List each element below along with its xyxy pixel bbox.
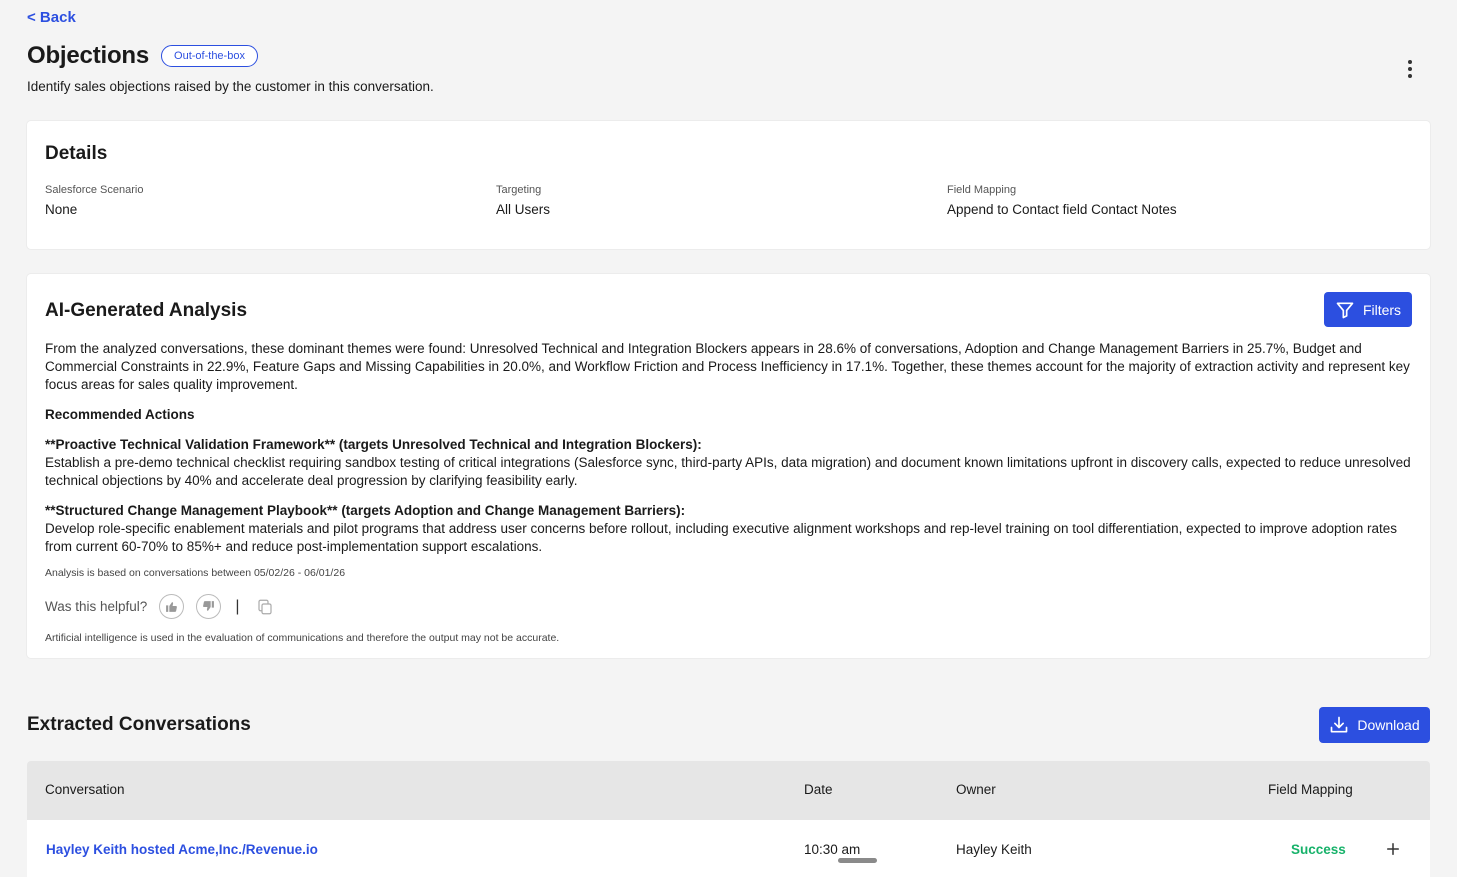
filters-label: Filters [1362, 301, 1402, 318]
column-header[interactable]: Conversation [45, 782, 125, 797]
action-body: Develop role-specific enablement materials and pilot programs that address user concerns before rollout, including executive alignment workshops and rep-level training on tool differentiation, expected to improve adoption rates from current 60-70% to 85%+ and reduce post-implementation support escalations. [45, 521, 1398, 554]
field-salesforce-scenario [45, 184, 143, 217]
field-label: Targeting [496, 184, 542, 196]
feedback-row [45, 594, 1415, 619]
field-targeting [496, 184, 550, 217]
thumbs-up-icon[interactable] [159, 594, 184, 619]
filters-button[interactable] [1324, 292, 1412, 327]
field-value: None [45, 202, 78, 217]
ai-analysis-card [27, 274, 1430, 658]
analysis-summary: From the analyzed conversations, these dominant themes were found: Unresolved Technical and Integration Blockers appears in 28.6% of conversations, Adoption and Change Management Barriers in 25.7%, Budget and Commercial Constraints in 22.9%, Feature Gaps and Missing Capabilities in 20.0%, and Workflow Friction and Process Inefficiency in 17.1%. Together, these themes account for the majority of extraction activity and represent key focus areas for sales quality improvement. [45, 341, 1410, 392]
page-subtitle: Identify sales objections raised by the customer in this conversation. [27, 79, 434, 94]
download-button[interactable] [1319, 707, 1430, 743]
download-label: Download [1357, 717, 1420, 733]
table-header [27, 761, 1430, 820]
details-card [27, 121, 1430, 249]
field-label: Salesforce Scenario [45, 184, 144, 196]
thumbs-down-icon[interactable] [196, 594, 221, 619]
page-header [27, 42, 258, 70]
column-header[interactable]: Date [804, 782, 833, 797]
out-of-the-box-badge: Out-of-the-box [161, 45, 258, 67]
column-header[interactable]: Owner [956, 782, 996, 797]
extracted-conversations-title: Extracted Conversations [27, 714, 251, 735]
action-item [45, 436, 1415, 490]
download-icon [1329, 715, 1349, 735]
analysis-date-note: Analysis is based on conversations between 05/02/26 - 06/01/26 [45, 567, 346, 579]
details-title: Details [45, 143, 108, 164]
status-badge: Success [1291, 842, 1346, 857]
field-value: Append to Contact field Contact Notes [947, 202, 1177, 217]
recommended-actions-heading: Recommended Actions [45, 407, 195, 422]
analysis-title: AI-Generated Analysis [45, 300, 248, 321]
page-title: Objections [27, 42, 150, 69]
filter-icon [1335, 300, 1355, 320]
action-title: **Structured Change Management Playbook** (targets Adoption and Change Management Barriers): [45, 503, 686, 518]
analysis-body [45, 340, 1415, 647]
conversation-date: 10:30 am [804, 842, 861, 857]
action-title: **Proactive Technical Validation Framework** (targets Unresolved Technical and Integration Blockers): [45, 437, 702, 452]
field-label: Field Mapping [947, 184, 1017, 196]
action-item [45, 502, 1415, 556]
back-link[interactable]: < Back [27, 9, 76, 26]
copy-icon[interactable] [255, 597, 275, 617]
field-field-mapping [947, 184, 1177, 217]
conversations-table [27, 761, 1430, 877]
feedback-divider: | [235, 597, 240, 615]
helpful-label: Was this helpful? [45, 598, 148, 614]
table-row [27, 820, 1430, 877]
ai-disclaimer: Artificial intelligence is used in the evaluation of communications and therefore the output may not be accurate. [45, 632, 560, 644]
column-header[interactable]: Field Mapping [1268, 782, 1353, 797]
plus-icon[interactable] [1384, 840, 1402, 858]
field-value: All Users [496, 202, 551, 217]
conversation-owner: Hayley Keith [956, 842, 1032, 857]
scrollbar-thumb[interactable] [838, 858, 877, 863]
conversation-link[interactable]: Hayley Keith hosted Acme,Inc./Revenue.io [46, 842, 318, 857]
kebab-menu-icon[interactable] [1398, 58, 1422, 80]
action-body: Establish a pre-demo technical checklist requiring sandbox testing of critical integrations (Salesforce sync, third-party APIs, data migration) and document known limitations upfront in discovery calls, expected to reduce unresolved technical objections by 40% and accelerate deal progression by clarifying feasibility early. [45, 455, 1411, 488]
